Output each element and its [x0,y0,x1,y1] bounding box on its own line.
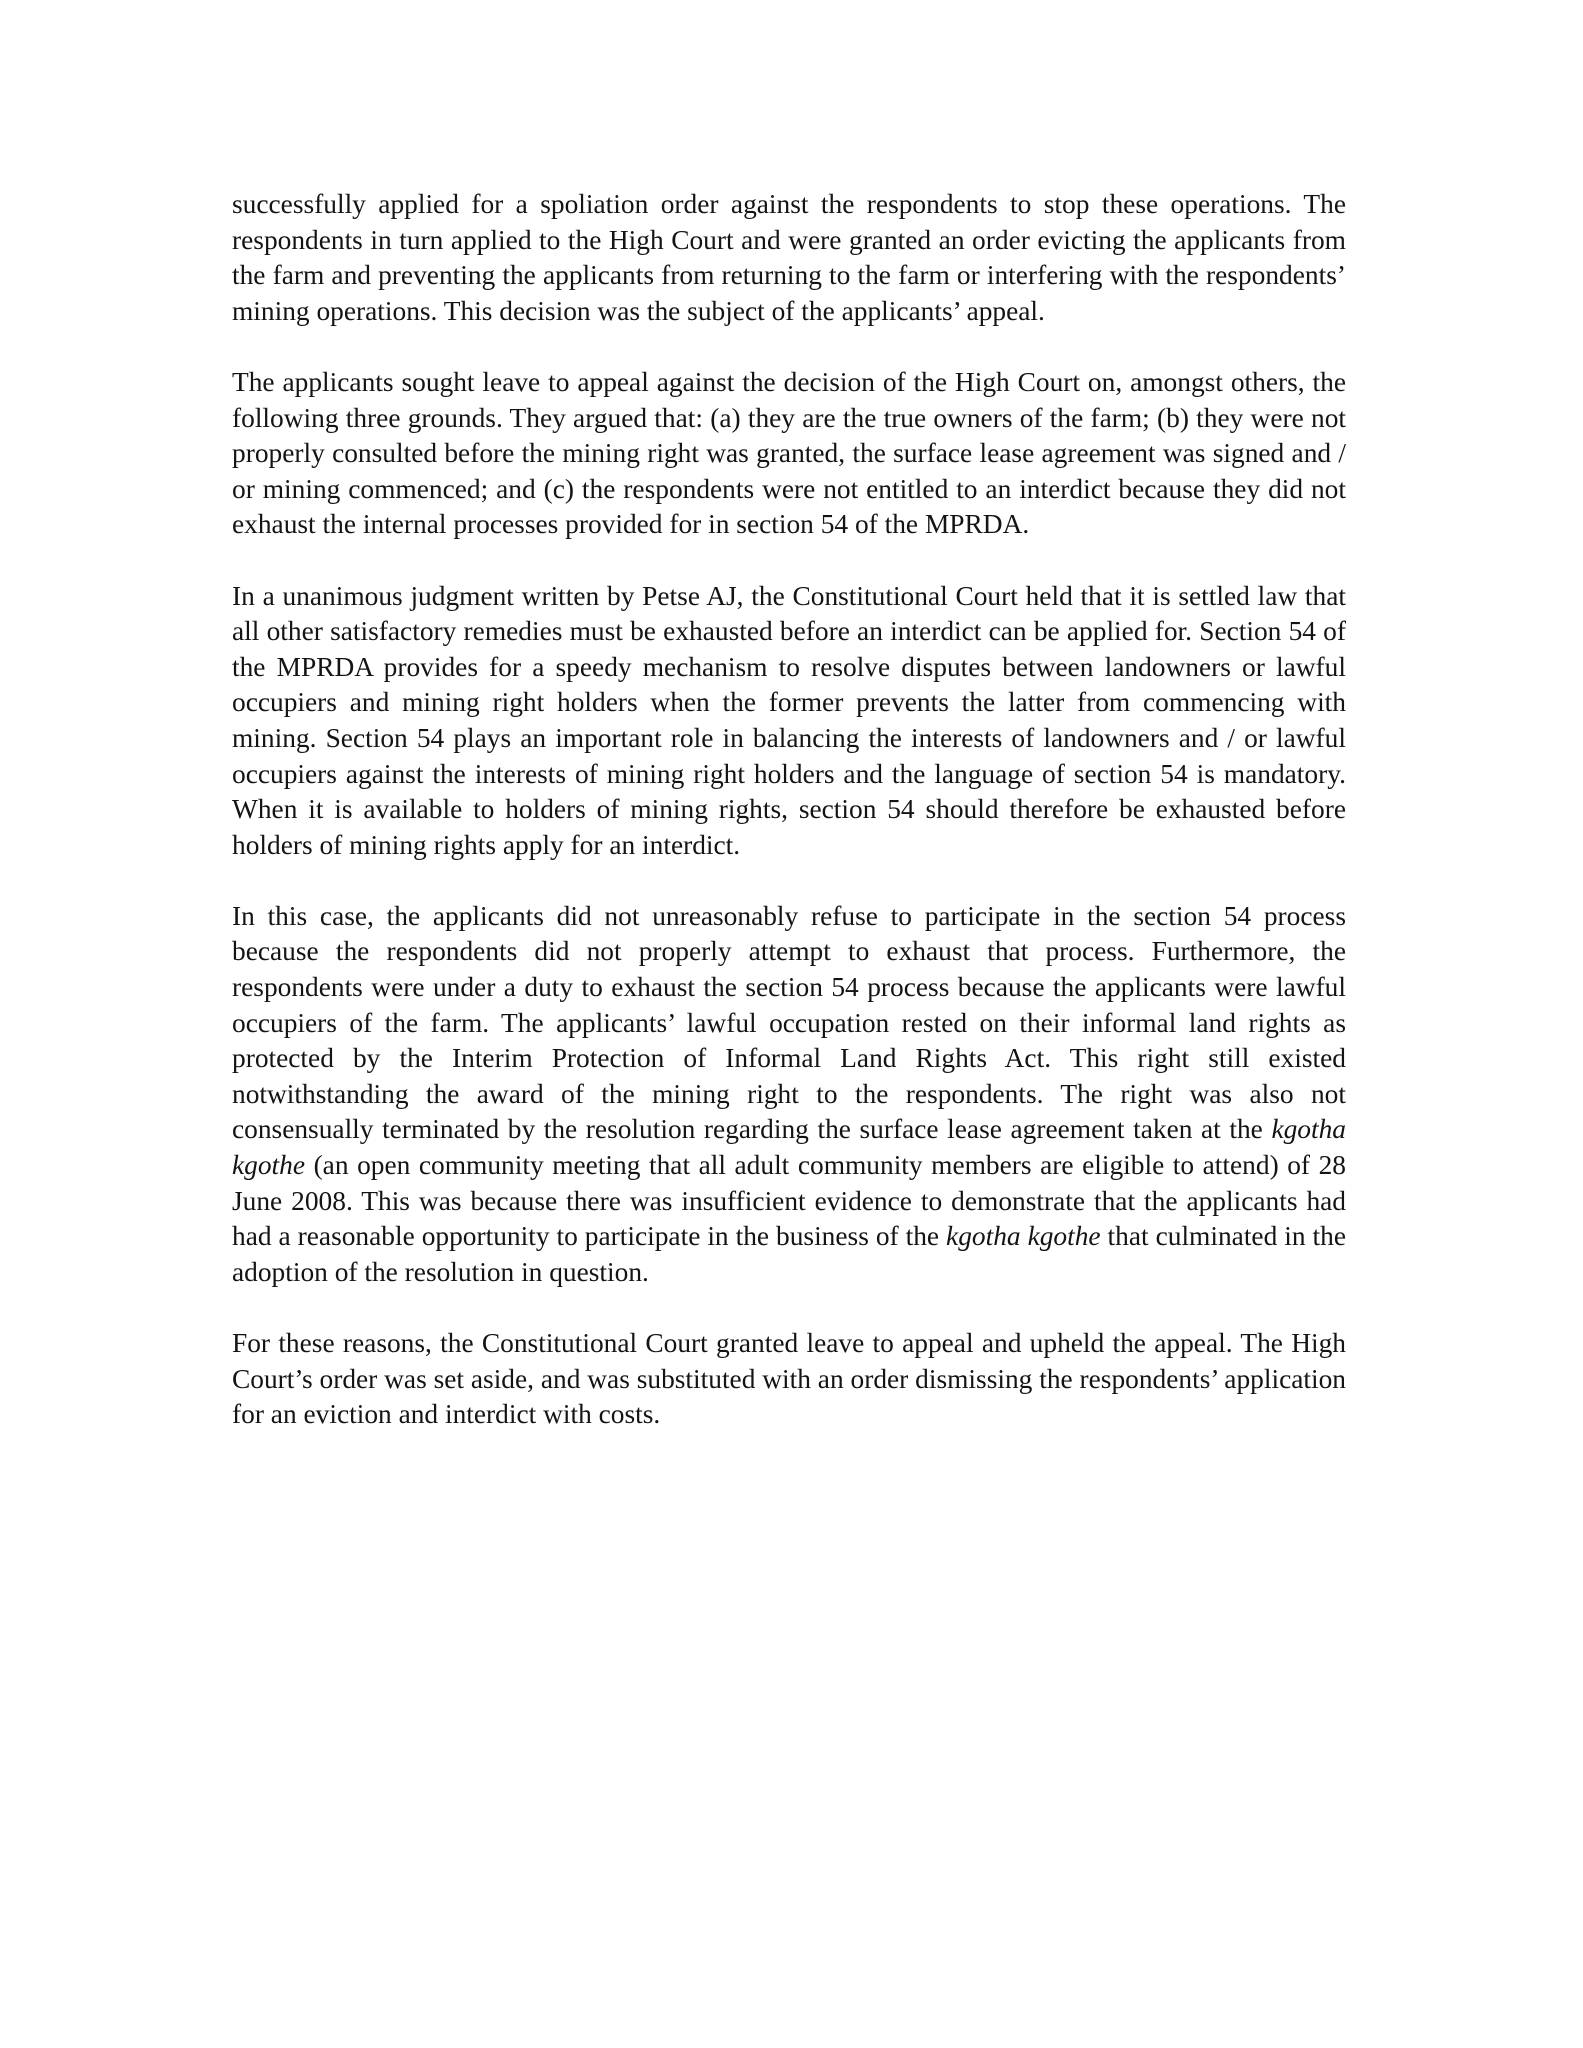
paragraph-text: In this case, the applicants did not unreasonably refuse to participate in the section 54 process because the respondents did not properly attempt to exhaust that process. Furthermore, the respondents were under a duty to exhaust the section 54 process because the applicants were lawful occupiers of the farm. The applicants’ lawful occupation rested on their informal land rights as protected by the Interim Protection of Informal Land Rights Act. This right still existed notwithstanding the award of the mining right to the respondents. The right was also not consensually terminated by the resolution regarding the surface lease agreement taken at the [232,900,1346,1145]
document-body [232,187,1346,1468]
paragraph-unanimous-judgment [232,579,1346,864]
paragraph-text: that culminated in the adoption of the resolution in question. [232,1221,1346,1287]
paragraph-text: For these reasons, the Constitutional Court granted leave to appeal and upheld the appeal. The High Court’s order was set aside, and was substituted with an order dismissing the respondents’ application for an eviction and interdict with costs. [232,1328,1346,1430]
paragraph-spoliation-order [232,187,1346,329]
italic-term: kgotha kgothe [946,1221,1101,1252]
paragraph-lawful-occupiers [232,899,1346,1291]
paragraph-grounds-of-appeal [232,365,1346,543]
paragraph-text: (an open community meeting that all adult community members are eligible to attend) of 28 June 2008. This was because there was insufficient evidence to demonstrate that the applicants had had a reasonable opportunity to participate in the business of the [232,1150,1346,1252]
paragraph-text: successfully applied for a spoliation order against the respondents to stop these operations. The respondents in turn applied to the High Court and were granted an order evicting the applicants from the farm and preventing the applicants from returning to the farm or interfering with the respondents’ mining operations. This decision was the subject of the applicants’ appeal. [232,189,1346,326]
italic-term: kgotha kgothe [232,1114,1346,1181]
paragraph-conclusion [232,1326,1346,1433]
paragraph-text: In a unanimous judgment written by Petse AJ, the Constitutional Court held that it is settled law that all other satisfactory remedies must be exhausted before an interdict can be applied for. Section 54 of the MPRDA provides for a speedy mechanism to resolve disputes between landowners or lawful occupiers and mining right holders when the former prevents the latter from commencing with mining. Section 54 plays an important role in balancing the interests of landowners and / or lawful occupiers against the interests of mining right holders and the language of section 54 is mandatory. When it is available to holders of mining rights, section 54 should therefore be exhausted before holders of mining rights apply for an interdict. [232,580,1346,860]
paragraph-text: The applicants sought leave to appeal against the decision of the High Court on, amongst others, the following three grounds. They argued that: (a) they are the true owners of the farm; (b) they were not properly consulted before the mining right was granted, the surface lease agreement was signed and / or mining commenced; and (c) the respondents were not entitled to an interdict because they did not exhaust the internal processes provided for in section 54 of the MPRDA. [232,366,1346,540]
